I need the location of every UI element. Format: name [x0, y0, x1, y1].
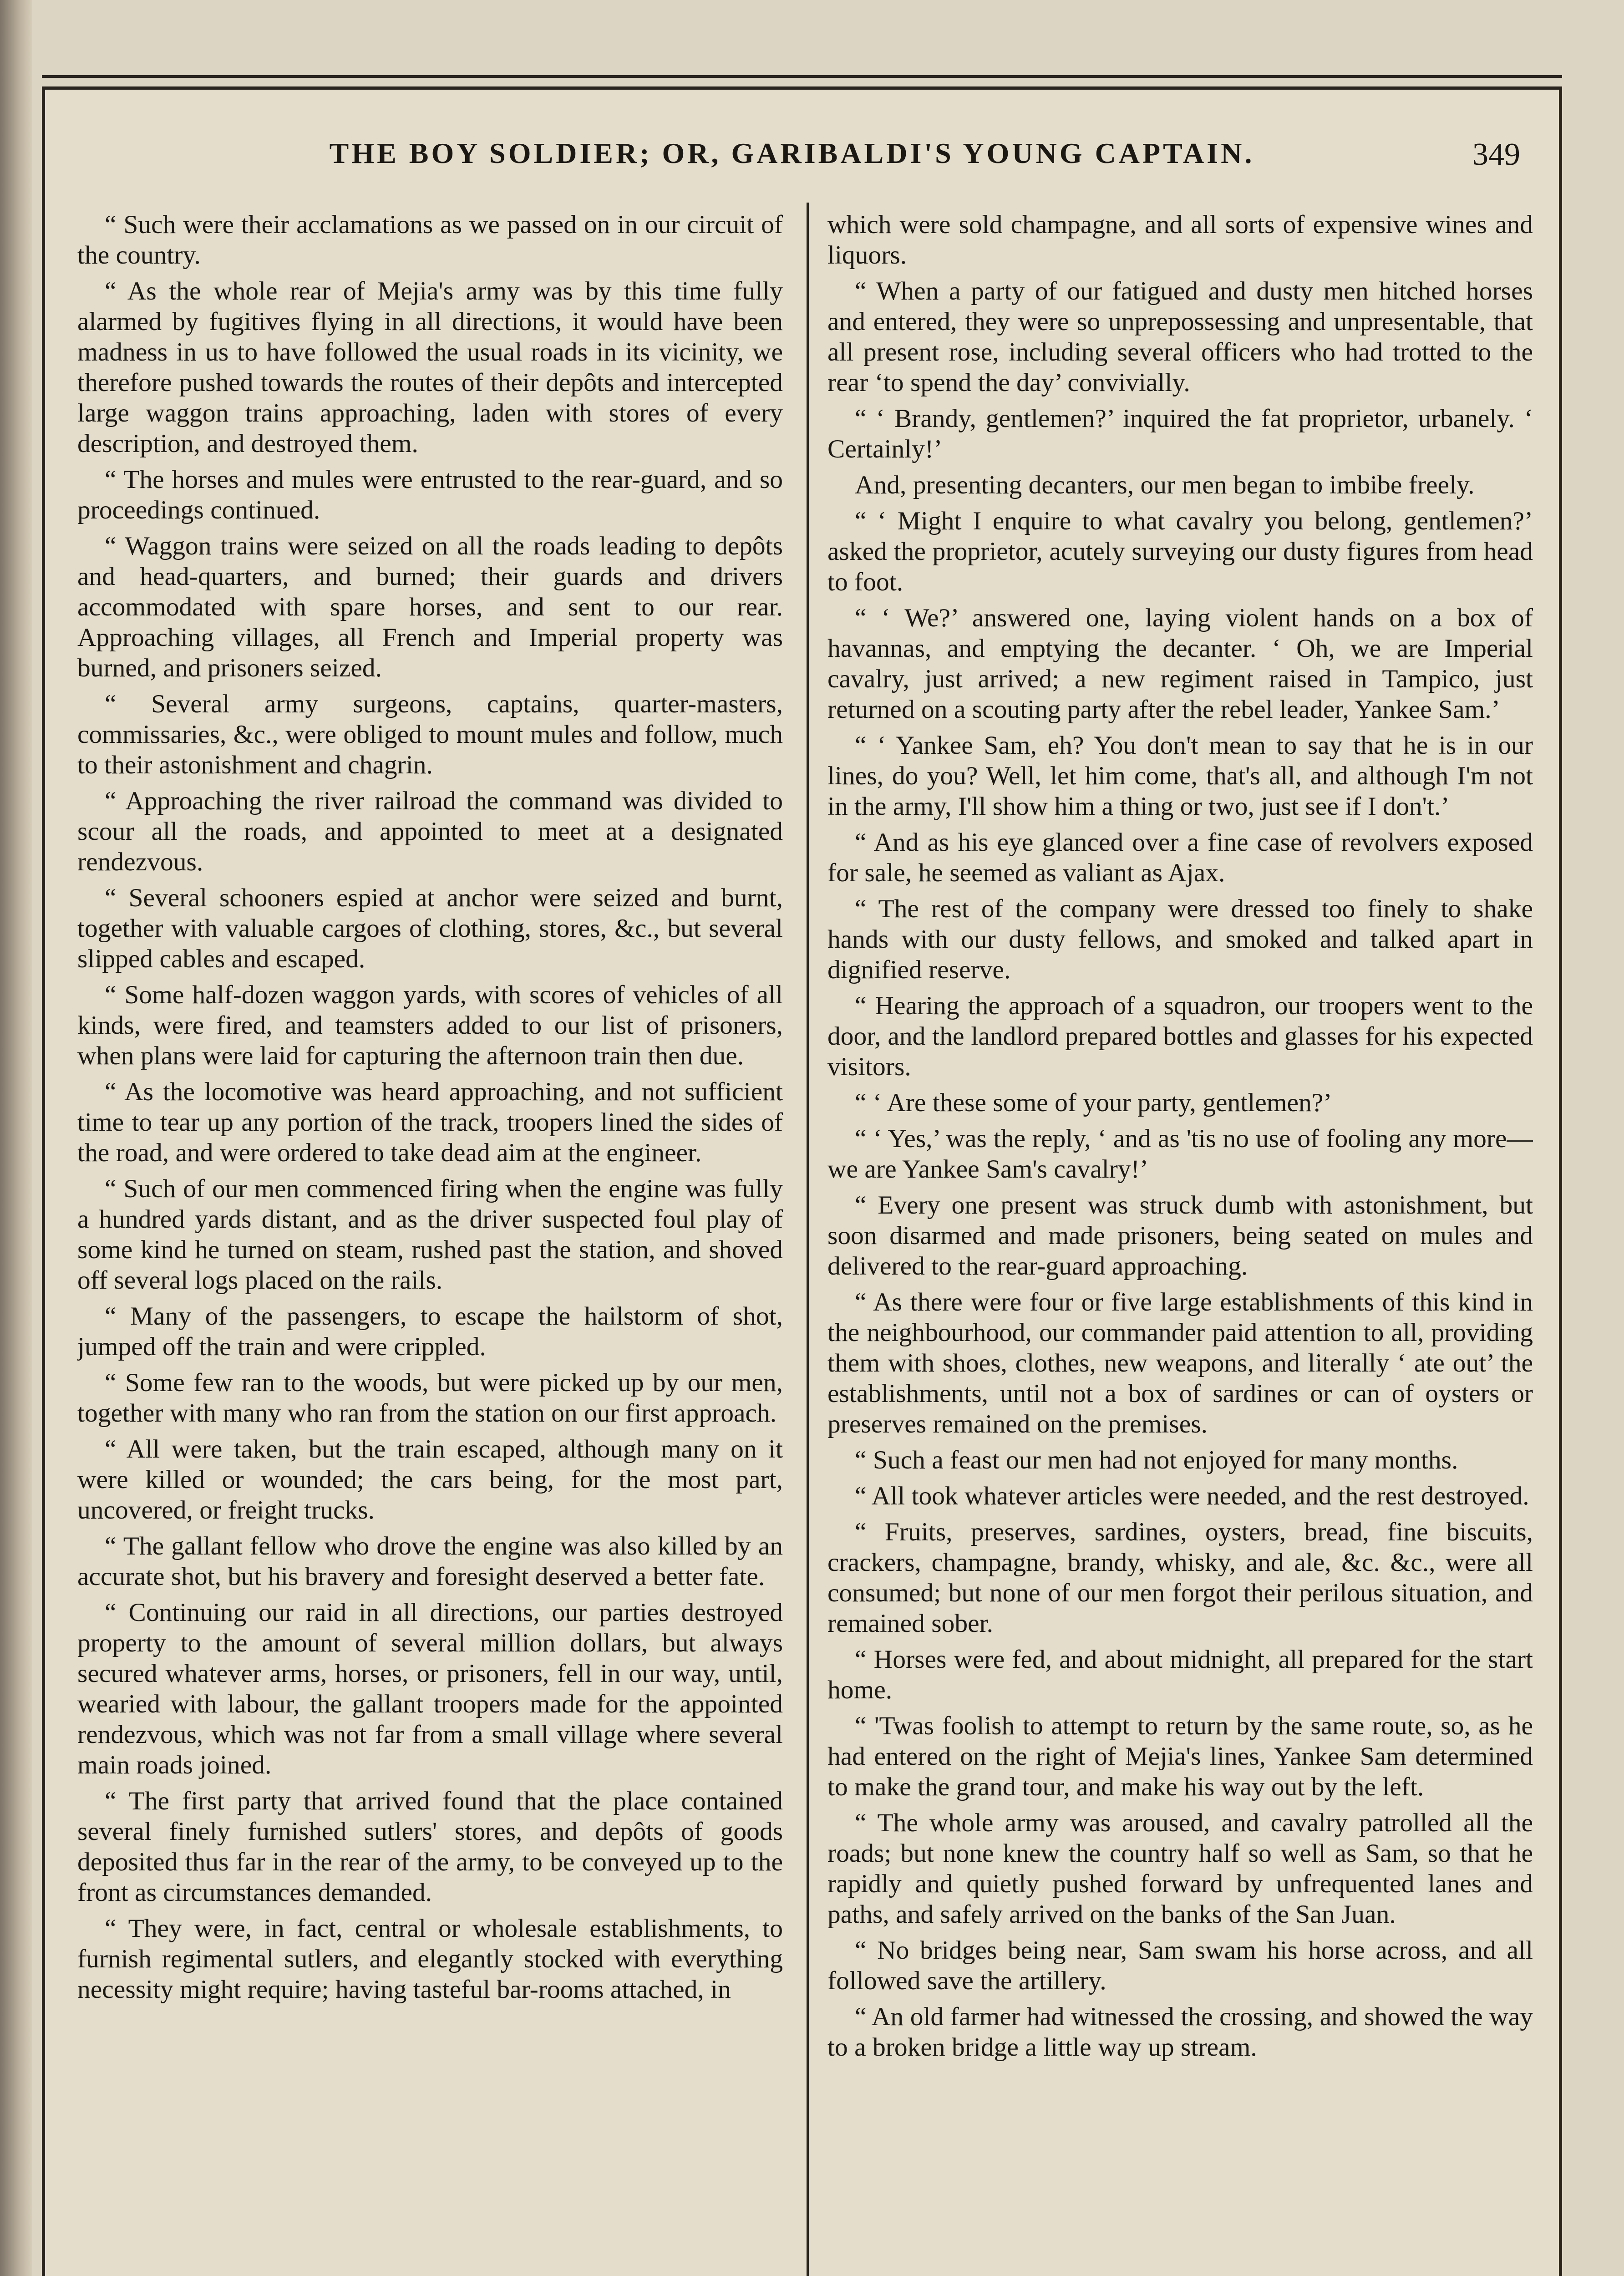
- page-number: 349: [1472, 137, 1520, 172]
- top-rule: [42, 75, 1562, 78]
- paragraph: “ Fruits, preserves, sardines, oysters, bread, fine biscuits, crackers, champagne, brandy, whisky, and ale, &c. &c., were all consumed; but none of our men forgot their perilous situation, and remained sober.: [827, 1518, 1533, 1638]
- paragraph: “ Some few ran to the woods, but were picked up by our men, together with many who ran from the station on our first approach.: [77, 1368, 783, 1428]
- paragraph: “ Several schooners espied at anchor were seized and burnt, together with valuable cargoes of clothing, stores, &c., but several slipped cables and escaped.: [77, 884, 783, 973]
- paragraph: “ All took whatever articles were needed, and the rest destroyed.: [855, 1482, 1529, 1510]
- paragraph: “ Every one present was struck dumb with astonishment, but soon disarmed and made prisoners, being seated on mules and delivered to the rear-guard approaching.: [827, 1191, 1533, 1280]
- paragraph: “ Continuing our raid in all directions, our parties destroyed property to the amount of several million dollars, but always secured whatever arms, horses, or prisoners, fell in our way, until, wearied with labour, the gallant troopers made for the appointed rendezvous, which was not far from a small village where several main roads joined.: [77, 1598, 783, 1779]
- paragraph: “ ‘ We?’ answered one, laying violent hands on a box of havannas, and emptying the decanter. ‘ Oh, we are Imperial cavalry, just arrived; a new regiment raised in Tampico, just returned on a scouting party after the rebel leader, Yankee Sam.’: [827, 604, 1533, 724]
- paragraph: “ As the locomotive was heard approaching, and not sufficient time to tear up any portion of the track, troopers lined the sides of the road, and were ordered to take dead aim at the engineer.: [77, 1077, 783, 1167]
- paragraph: “ They were, in fact, central or wholesale establishments, to furnish regimental sutlers, and elegantly stocked with everything necessity might require; having tasteful bar-rooms attached, in: [77, 1914, 783, 2004]
- paragraph: “ Many of the passengers, to escape the hailstorm of shot, jumped off the train and were crippled.: [77, 1302, 783, 1361]
- paragraph: “ When a party of our fatigued and dusty men hitched horses and entered, they were so unprepossessing and unpresentable, that all present rose, including several officers who had trotted to the rear ‘to spend the day’ convivially.: [827, 277, 1533, 397]
- paragraph: “ ‘ Yes,’ was the reply, ‘ and as 'tis no use of fooling any more—we are Yankee Sam's cavalry!’: [827, 1124, 1533, 1184]
- paragraph: “ All were taken, but the train escaped, although many on it were killed or wounded; the cars being, for the most part, uncovered, or freight trucks.: [77, 1435, 783, 1524]
- paragraph: “ Hearing the approach of a squadron, our troopers went to the door, and the landlord prepared bottles and glasses for his expected visitors.: [827, 991, 1533, 1081]
- paragraph: “ And as his eye glanced over a fine case of revolvers exposed for sale, he seemed as valiant as Ajax.: [827, 828, 1533, 887]
- paragraph: “ Approaching the river railroad the command was divided to scour all the roads, and appointed to meet at a designated rendezvous.: [77, 787, 783, 876]
- paragraph: “ The first party that arrived found that the place contained several finely furnished sutlers' stores, and depôts of goods deposited thus far in the rear of the army, to be conveyed up to the front as circumstances demanded.: [77, 1787, 783, 1907]
- paragraph: “ As the whole rear of Mejia's army was by this time fully alarmed by fugitives flying in all directions, it would have been madness in us to have followed the usual roads in its vicinity, we therefore pushed towards the routes of their depôts and intercepted large waggon trains approaching, laden with stores of every description, and destroyed them.: [77, 277, 783, 458]
- paragraph: “ The rest of the company were dressed too finely to shake hands with our dusty fellows, and smoked and talked apart in dignified reserve.: [827, 894, 1533, 984]
- paragraph: “ Such a feast our men had not enjoyed for many months.: [855, 1446, 1458, 1474]
- column-divider: [807, 203, 809, 2276]
- paragraph: “ As there were four or five large establishments of this kind in the neighbourhood, our commander paid attention to all, providing them with shoes, clothes, new weapons, and literally ‘ ate out’ the establishments, until not a box of sardines or can of oysters or preserves remained on the premises.: [827, 1288, 1533, 1438]
- paragraph: “ Some half-dozen waggon yards, with scores of vehicles of all kinds, were fired, and teamsters added to our list of prisoners, when plans were laid for capturing the afternoon train then due.: [77, 981, 783, 1070]
- paragraph: “ Waggon trains were seized on all the roads leading to depôts and head-quarters, and burned; their guards and drivers accommodated with spare horses, and sent to our rear. Approaching villages, all French and Imperial property was burned, and prisoners seized.: [77, 532, 783, 682]
- paragraph: “ ‘ Yankee Sam, eh? You don't mean to say that he is in our lines, do you? Well, let him come, that's all, and although I'm not in the army, I'll show him a thing or two, just see if I don't.’: [827, 731, 1533, 821]
- paragraph: “ Such of our men commenced firing when the engine was fully a hundred yards distant, and as the driver suspected foul play of some kind he turned on steam, rushed past the station, and shoved off several logs placed on the rails.: [77, 1174, 783, 1295]
- paragraph: “ The gallant fellow who drove the engine was also killed by an accurate shot, but his bravery and foresight deserved a better fate.: [77, 1532, 783, 1591]
- paragraph: “ No bridges being near, Sam swam his horse across, and all followed save the artillery.: [827, 1936, 1533, 1995]
- right-column: [827, 209, 1533, 2276]
- paragraph: “ ‘ Might I enquire to what cavalry you belong, gentlemen?’ asked the proprietor, acutely surveying our dusty figures from head to foot.: [827, 507, 1533, 596]
- paragraph: And, presenting decanters, our men began to imbibe freely.: [855, 471, 1475, 499]
- paragraph: “ Such were their acclamations as we passed on in our circuit of the country.: [77, 210, 783, 269]
- paragraph: “ The horses and mules were entrusted to the rear-guard, and so proceedings continued.: [77, 465, 783, 524]
- running-title: THE BOY SOLDIER; OR, GARIBALDI'S YOUNG CAPTAIN.: [329, 137, 1255, 169]
- paragraph: “ 'Twas foolish to attempt to return by the same route, so, as he had entered on the right of Mejia's lines, Yankee Sam determined to make the grand tour, and make his way out by the left.: [827, 1712, 1533, 1801]
- page-header: [64, 137, 1520, 191]
- paragraph: “ Horses were fed, and about midnight, all prepared for the start home.: [827, 1645, 1533, 1704]
- left-column: [77, 209, 783, 2276]
- paragraph: “ An old farmer had witnessed the crossing, and showed the way to a broken bridge a little way up stream.: [827, 2002, 1533, 2062]
- paragraph: which were sold champagne, and all sorts of expensive wines and liquors.: [827, 210, 1533, 269]
- paragraph: “ Several army surgeons, captains, quarter-masters, commissaries, &c., were obliged to mount mules and follow, much to their astonishment and chagrin.: [77, 690, 783, 779]
- paragraph: “ ‘ Are these some of your party, gentlemen?’: [855, 1088, 1332, 1117]
- paragraph: “ ‘ Brandy, gentlemen?’ inquired the fat proprietor, urbanely. ‘ Certainly!’: [827, 404, 1533, 463]
- binding-gutter: [0, 0, 32, 2276]
- paragraph: “ The whole army was aroused, and cavalry patrolled all the roads; but none knew the country half so well as Sam, so that he rapidly and quietly pushed forward by unfrequented lanes and paths, and safely arrived on the banks of the San Juan.: [827, 1809, 1533, 1929]
